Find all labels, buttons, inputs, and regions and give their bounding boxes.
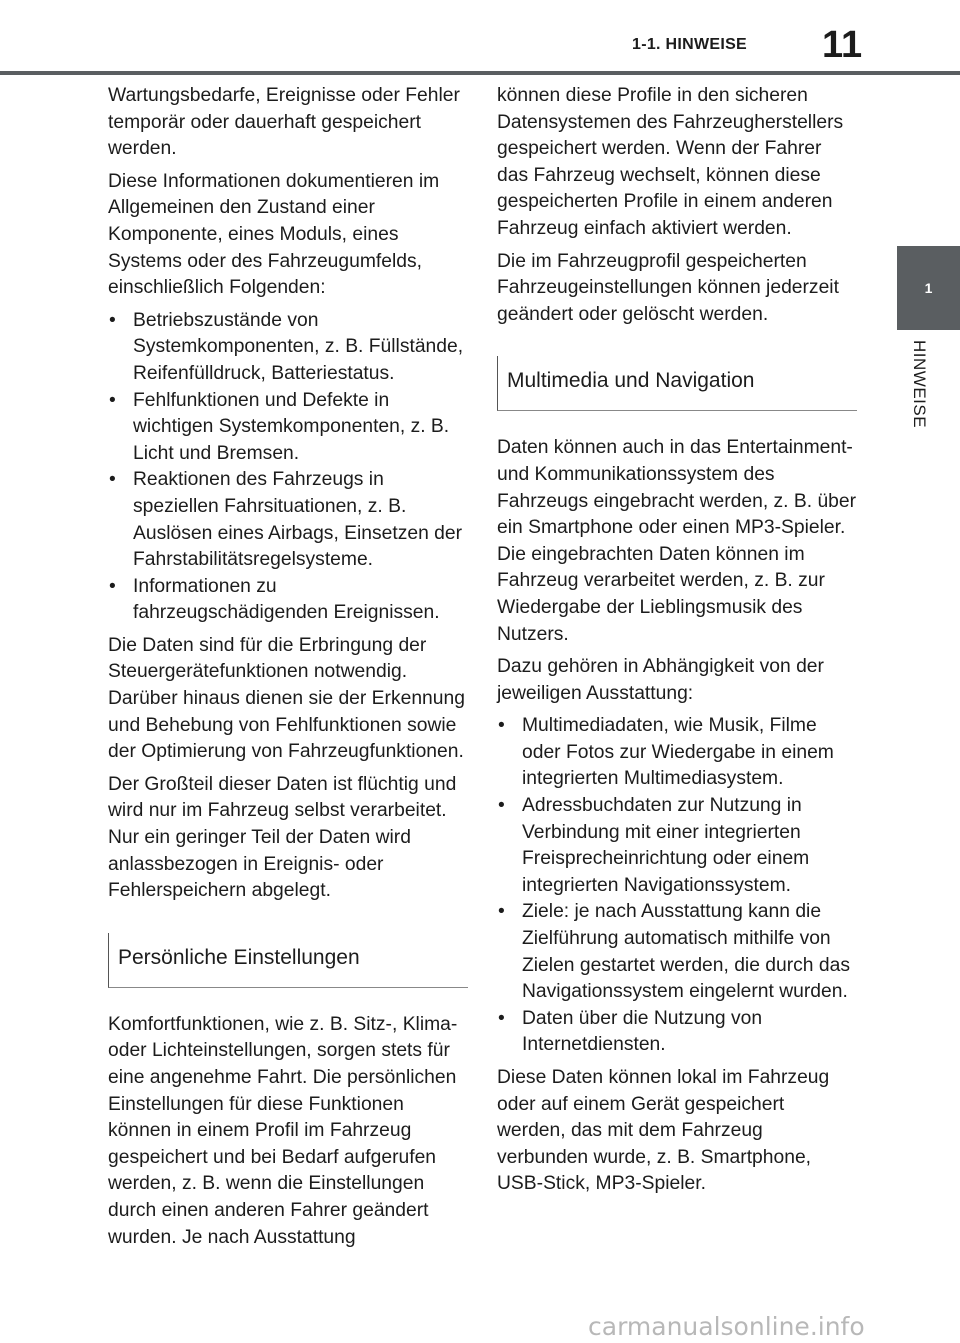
chapter-title: 1-1. HINWEISE bbox=[632, 36, 748, 53]
paragraph: Wartungsbedarfe, Ereignisse oder Fehler temporär oder dauerhaft gespeichert werden. bbox=[108, 85, 460, 160]
right-column bbox=[497, 83, 857, 1204]
left-column bbox=[108, 83, 468, 1257]
chapter-tab-label: HINWEISE bbox=[910, 340, 929, 429]
list-item: • Ziele: je nach Ausstattung kann die Zielführung automatisch mithilfe von Zielen gestartet werden, die durch das Navigationssystem eingelernt wurden. bbox=[497, 899, 857, 1005]
watermark: carmanualsonline.info bbox=[588, 1312, 865, 1341]
list-item: • Daten über die Nutzung von Internetdiensten. bbox=[497, 1006, 857, 1059]
paragraph: Daten können auch in das Entertainment- und Kommunikationssystem des Fahrzeugs eingebracht werden, z. B. über ein Smartphone oder einen MP3-Spieler. Die eingebrachten Daten können im Fahrzeug verarbeitet werden, z. B. zur Wiedergabe der Lieblingsmusik des Nutzers. bbox=[497, 437, 857, 645]
bullet-list bbox=[108, 308, 468, 627]
list-item: • Betriebszustände von Systemkomponenten, z. B. Füllstände, Reifenfülldruck, Batteriestatus. bbox=[108, 308, 468, 388]
chapter-tab-number: 1 bbox=[924, 280, 933, 296]
paragraph: Die Daten sind für die Erbringung der Steuergerätefunktionen notwendig. Darüber hinaus dienen sie der Erkennung und Behebung von Fehlfunktionen sowie der Optimierung von Fahrzeugfunktionen. bbox=[108, 634, 465, 763]
section-heading bbox=[108, 933, 468, 988]
section-heading bbox=[497, 356, 857, 411]
page-number: 11 bbox=[822, 24, 863, 66]
page-header bbox=[0, 0, 960, 76]
section-title: Persönliche Einstellungen bbox=[118, 945, 360, 969]
list-item: • Fehlfunktionen und Defekte in wichtigen Systemkomponenten, z. B. Licht und Bremsen. bbox=[108, 388, 468, 468]
header-divider bbox=[0, 71, 960, 75]
paragraph: Diese Daten können lokal im Fahrzeug oder auf einem Gerät gespeichert werden, das mit dem Fahrzeug verbunden wurde, z. B. Smartphone, USB-Stick, MP3-Spieler. bbox=[497, 1067, 830, 1195]
paragraph: Komfortfunktionen, wie z. B. Sitz-, Klima- oder Lichteinstellungen, sorgen stets für eine angenehme Fahrt. Die persönlichen Einstellungen für diese Funktionen können in einem Profil im Fahrzeug gespeichert und bei Bedarf aufgerufen werden, z. B. wenn die Einstellungen durch einen anderen Fahrer geändert wurden. Je nach Ausstattung bbox=[108, 1013, 458, 1248]
paragraph: Der Großteil dieser Daten ist flüchtig und wird nur im Fahrzeug selbst verarbeitet. Nur ein geringer Teil der Daten wird anlassbezogen in Ereignis- oder Fehlerspeichern abgelegt. bbox=[108, 773, 457, 902]
bullet-list bbox=[497, 713, 857, 1059]
section-title: Multimedia und Navigation bbox=[507, 369, 755, 393]
list-item: • Reaktionen des Fahrzeugs in speziellen Fahrsituationen, z. B. Auslösen eines Airbags, Einsetzen der Fahrstabilitätsregelsysteme. bbox=[108, 467, 468, 573]
paragraph: Die im Fahrzeugprofil gespeicherten Fahrzeugeinstellungen können jederzeit geändert oder gelöscht werden. bbox=[497, 250, 839, 325]
paragraph: können diese Profile in den sicheren Datensystemen des Fahrzeugherstellers gespeichert werden. Wenn der Fahrer das Fahrzeug wechselt, können diese gespeicherten Profile in einem anderen Fahrzeug einfach aktiviert werden. bbox=[497, 85, 844, 239]
paragraph: Dazu gehören in Abhängigkeit von der jeweiligen Ausstattung: bbox=[497, 656, 824, 704]
list-item: • Adressbuchdaten zur Nutzung in Verbindung mit einer integrierten Freisprecheinrichtung oder einem integrierten Navigationssystem. bbox=[497, 793, 857, 899]
list-item: • Informationen zu fahrzeugschädigenden Ereignissen. bbox=[108, 574, 468, 627]
list-item: • Multimediadaten, wie Musik, Filme oder Fotos zur Wiedergabe in einem integrierten Multimediasystem. bbox=[497, 713, 857, 793]
paragraph: Diese Informationen dokumentieren im Allgemeinen den Zustand einer Komponente, eines Moduls, eines Systems oder des Fahrzeugumfelds, einschließlich Folgenden: bbox=[108, 170, 440, 299]
chapter-tab[interactable] bbox=[897, 246, 960, 330]
